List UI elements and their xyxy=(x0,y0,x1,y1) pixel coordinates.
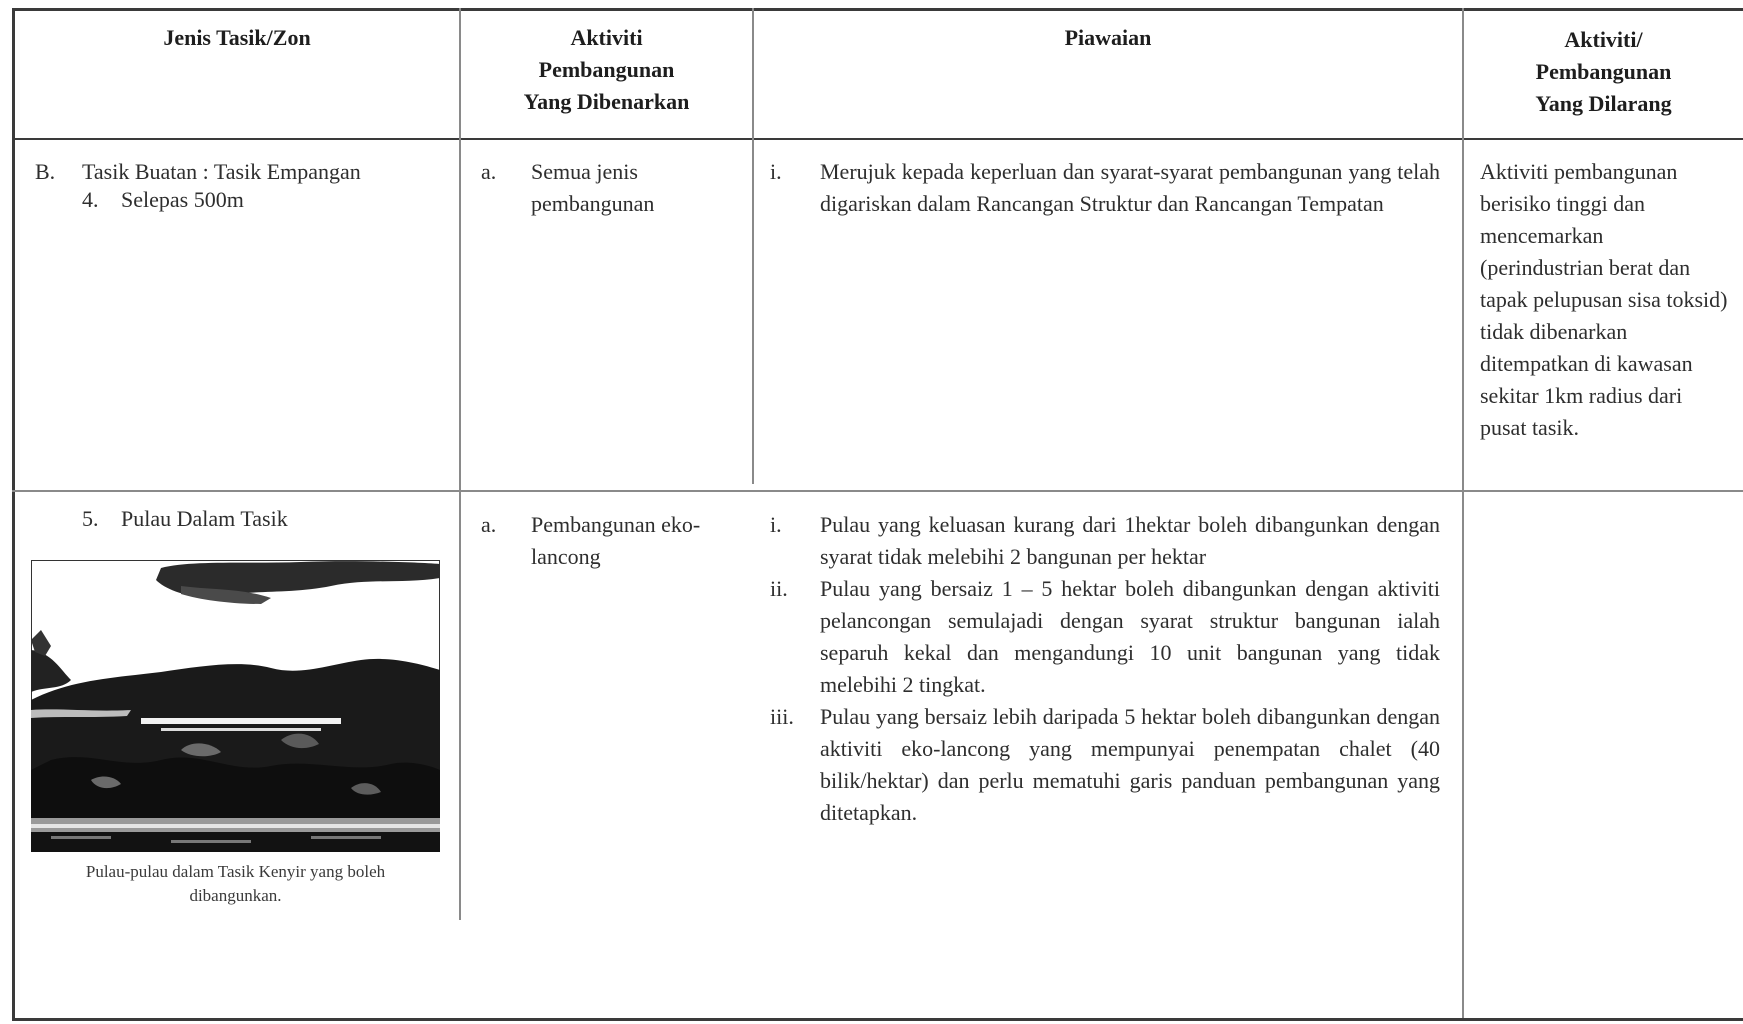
column-divider-2 xyxy=(752,8,754,484)
standard-row2-3: Pulau yang bersaiz lebih daripada 5 hektar boleh dibangunkan dengan aktiviti eko-lancong yang mempunyai penempatan chalet (40 bilik/hektar) dan perlu mematuhi garis panduan pembangunan yang ditetapkan. xyxy=(820,704,1440,825)
header-bottom-rule xyxy=(12,138,1743,140)
header-prohibited-line-1: Aktiviti/ xyxy=(1564,27,1643,52)
header-permitted-activity xyxy=(461,22,752,118)
category-marker: B. xyxy=(35,159,56,184)
header-permitted-line-2: Pembangunan xyxy=(538,57,675,82)
table-top-border xyxy=(12,8,1743,11)
item-island-in-lake: Pulau Dalam Tasik xyxy=(121,506,288,531)
header-lake-type-zone: Jenis Tasik/Zon xyxy=(163,25,311,50)
activity-row1: Semua jenis pembangunan xyxy=(531,159,655,216)
item-marker-4: 4. xyxy=(82,187,99,212)
standard-marker-row2-3: iii. xyxy=(770,704,794,729)
category-title: Tasik Buatan : Tasik Empangan xyxy=(82,159,361,184)
prohibited-row1: Aktiviti pembangunan berisiko tinggi dan mencemarkan (perindustrian berat dan tapak pelupusan sisa toksid) tidak dibenarkan ditempatkan di kawasan sekitar 1km radius dari pusat tasik. xyxy=(1480,159,1728,440)
standard-row1: Merujuk kepada keperluan dan syarat-syarat pembangunan yang telah digariskan dalam Rancangan Struktur dan Rancangan Tempatan xyxy=(820,159,1440,216)
lake-islands-photo xyxy=(31,560,440,852)
standard-row2-2: Pulau yang bersaiz 1 – 5 hektar boleh dibangunkan dengan aktiviti pelancongan semulajadi dengan syarat struktur bangunan ialah separuh kekal dan mengandungi 10 unit bangunan yang tidak melebihi 2 tingkat. xyxy=(820,576,1440,697)
activity-marker-row2: a. xyxy=(481,512,497,537)
photo-caption: Pulau-pulau dalam Tasik Kenyir yang boleh dibangunkan. xyxy=(85,862,386,905)
table-bottom-border xyxy=(12,1018,1743,1021)
item-after-500m: Selepas 500m xyxy=(121,187,244,212)
header-prohibited-activity xyxy=(1464,24,1743,120)
row-divider-rule xyxy=(12,490,1743,492)
table-left-border xyxy=(12,8,15,1020)
item-marker-5: 5. xyxy=(82,506,99,531)
standard-row2-1: Pulau yang keluasan kurang dari 1hektar boleh dibangunkan dengan syarat tidak melebihi 2 bangunan per hektar xyxy=(820,512,1440,569)
activity-marker-row1: a. xyxy=(481,159,497,184)
standard-marker-row1: i. xyxy=(770,159,782,184)
header-prohibited-line-2: Pembangunan xyxy=(1535,59,1672,84)
standard-marker-row2-2: ii. xyxy=(770,576,788,601)
column-divider-1 xyxy=(459,8,461,920)
header-permitted-line-3: Yang Dibenarkan xyxy=(523,89,690,114)
column-divider-3 xyxy=(1462,8,1464,1020)
standard-marker-row2-1: i. xyxy=(770,512,782,537)
header-permitted-line-1: Aktiviti xyxy=(570,25,643,50)
header-prohibited-line-3: Yang Dilarang xyxy=(1535,91,1672,116)
activity-row2: Pembangunan eko-lancong xyxy=(531,512,701,569)
header-standards: Piawaian xyxy=(1064,25,1152,50)
